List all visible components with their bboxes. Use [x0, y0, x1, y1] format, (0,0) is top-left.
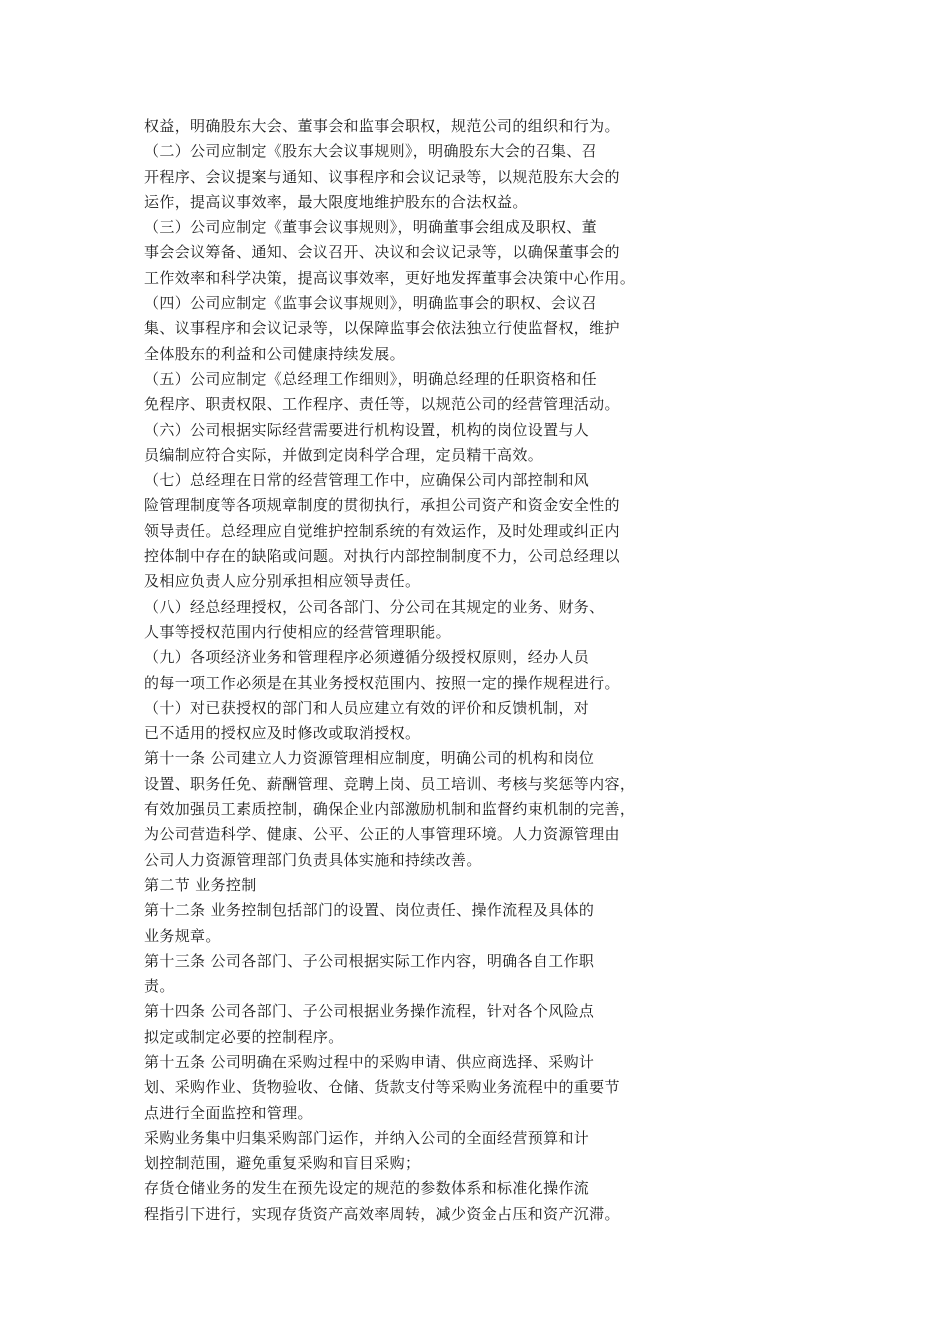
text-line: （六）公司根据实际经营需要进行机构设置，机构的岗位设置与人 — [144, 420, 590, 439]
text-line: （四）公司应制定《监事会议事规则》，明确监事会的职权、会议召 — [144, 294, 598, 313]
text-line: 免程序、职责权限、工作程序、责任等，以规范公司的经营管理活动。 — [144, 395, 620, 414]
text-line: 存货仓储业务的发生在预先设定的规范的参数体系和标准化操作流 — [144, 1179, 590, 1198]
text-line: 已不适用的授权应及时修改或取消授权。 — [144, 724, 421, 743]
document-body — [144, 114, 704, 1227]
text-line: （九）各项经济业务和管理程序必须遵循分级授权原则，经办人员 — [144, 648, 590, 667]
text-line: 第十三条 公司各部门、子公司根据实际工作内容，明确各自工作职 — [144, 951, 595, 970]
text-line: 工作效率和科学决策，提高议事效率，更好地发挥董事会决策中心作用。 — [144, 268, 636, 287]
text-line: 的每一项工作必须是在其业务授权范围内、按照一定的操作规程进行。 — [144, 673, 620, 692]
text-line: 开程序、会议提案与通知、议事程序和会议记录等，以规范股东大会的 — [144, 167, 620, 186]
text-line: 人事等授权范围内行使相应的经营管理职能。 — [144, 622, 452, 641]
text-line: 险管理制度等各项规章制度的贯彻执行，承担公司资产和资金安全性的 — [144, 496, 620, 515]
text-line: 第十二条 业务控制包括部门的设置、岗位责任、操作流程及具体的 — [144, 901, 595, 920]
text-line: 设置、职务任免、薪酬管理、竞聘上岗、员工培训、考核与奖惩等内容， — [144, 774, 636, 793]
text-line: 控体制中存在的缺陷或问题。对执行内部控制制度不力，公司总经理以 — [144, 547, 620, 566]
text-line: 权益，明确股东大会、董事会和监事会职权，规范公司的组织和行为。 — [144, 117, 620, 135]
text-line: 拟定或制定必要的控制程序。 — [144, 1027, 344, 1046]
section-heading: 第二节 业务控制 — [144, 875, 257, 894]
text-line: （八）经总经理授权，公司各部门、分公司在其规定的业务、财务、 — [144, 597, 605, 616]
text-line: （五）公司应制定《总经理工作细则》，明确总经理的任职资格和任 — [144, 369, 598, 388]
text-line: 业务规章。 — [144, 926, 221, 945]
text-line: 点进行全面监控和管理。 — [144, 1103, 313, 1122]
text-line: （二）公司应制定《股东大会议事规则》，明确股东大会的召集、召 — [144, 142, 598, 161]
text-line: （三）公司应制定《董事会议事规则》，明确董事会组成及职权、董 — [144, 218, 598, 237]
text-line: （十）对已获授权的部门和人员应建立有效的评价和反馈机制，对 — [144, 698, 590, 717]
text-line: 划控制范围，避免重复采购和盲目采购； — [144, 1154, 421, 1173]
text-line: 员编制应符合实际，并做到定岗科学合理，定员精干高效。 — [144, 445, 544, 464]
text-line: 为公司营造科学、健康、公平、公正的人事管理环境。人力资源管理由 — [144, 825, 620, 844]
text-line: 运作，提高议事效率，最大限度地维护股东的合法权益。 — [144, 192, 528, 211]
text-line: 划、采购作业、货物验收、仓储、货款支付等采购业务流程中的重要节 — [144, 1078, 620, 1097]
text-line: 公司人力资源管理部门负责具体实施和持续改善。 — [144, 850, 482, 869]
text-line: 第十五条 公司明确在采购过程中的采购申请、供应商选择、采购计 — [144, 1052, 595, 1071]
text-line: 有效加强员工素质控制，确保企业内部激励机制和监督约束机制的完善， — [144, 800, 636, 819]
text-line: 责。 — [144, 977, 175, 996]
text-line: 采购业务集中归集采购部门运作，并纳入公司的全面经营预算和计 — [144, 1128, 590, 1147]
text-line: 全体股东的利益和公司健康持续发展。 — [144, 344, 405, 363]
text-line: 事会会议筹备、通知、会议召开、决议和会议记录等，以确保董事会的 — [144, 243, 620, 262]
text-line: 第十一条 公司建立人力资源管理相应制度，明确公司的机构和岗位 — [144, 749, 595, 768]
text-line: 程指引下进行，实现存货资产高效率周转，减少资金占压和资产沉滞。 — [144, 1204, 620, 1223]
text-line: 领导责任。总经理应自觉维护控制系统的有效运作，及时处理或纠正内 — [144, 521, 620, 540]
text-line: （七）总经理在日常的经营管理工作中，应确保公司内部控制和风 — [144, 471, 590, 490]
text-line: 集、议事程序和会议记录等，以保障监事会依法独立行使监督权，维护 — [144, 319, 620, 338]
text-line: 第十四条 公司各部门、子公司根据业务操作流程，针对各个风险点 — [144, 1002, 595, 1021]
text-line: 及相应负责人应分别承担相应领导责任。 — [144, 572, 421, 591]
